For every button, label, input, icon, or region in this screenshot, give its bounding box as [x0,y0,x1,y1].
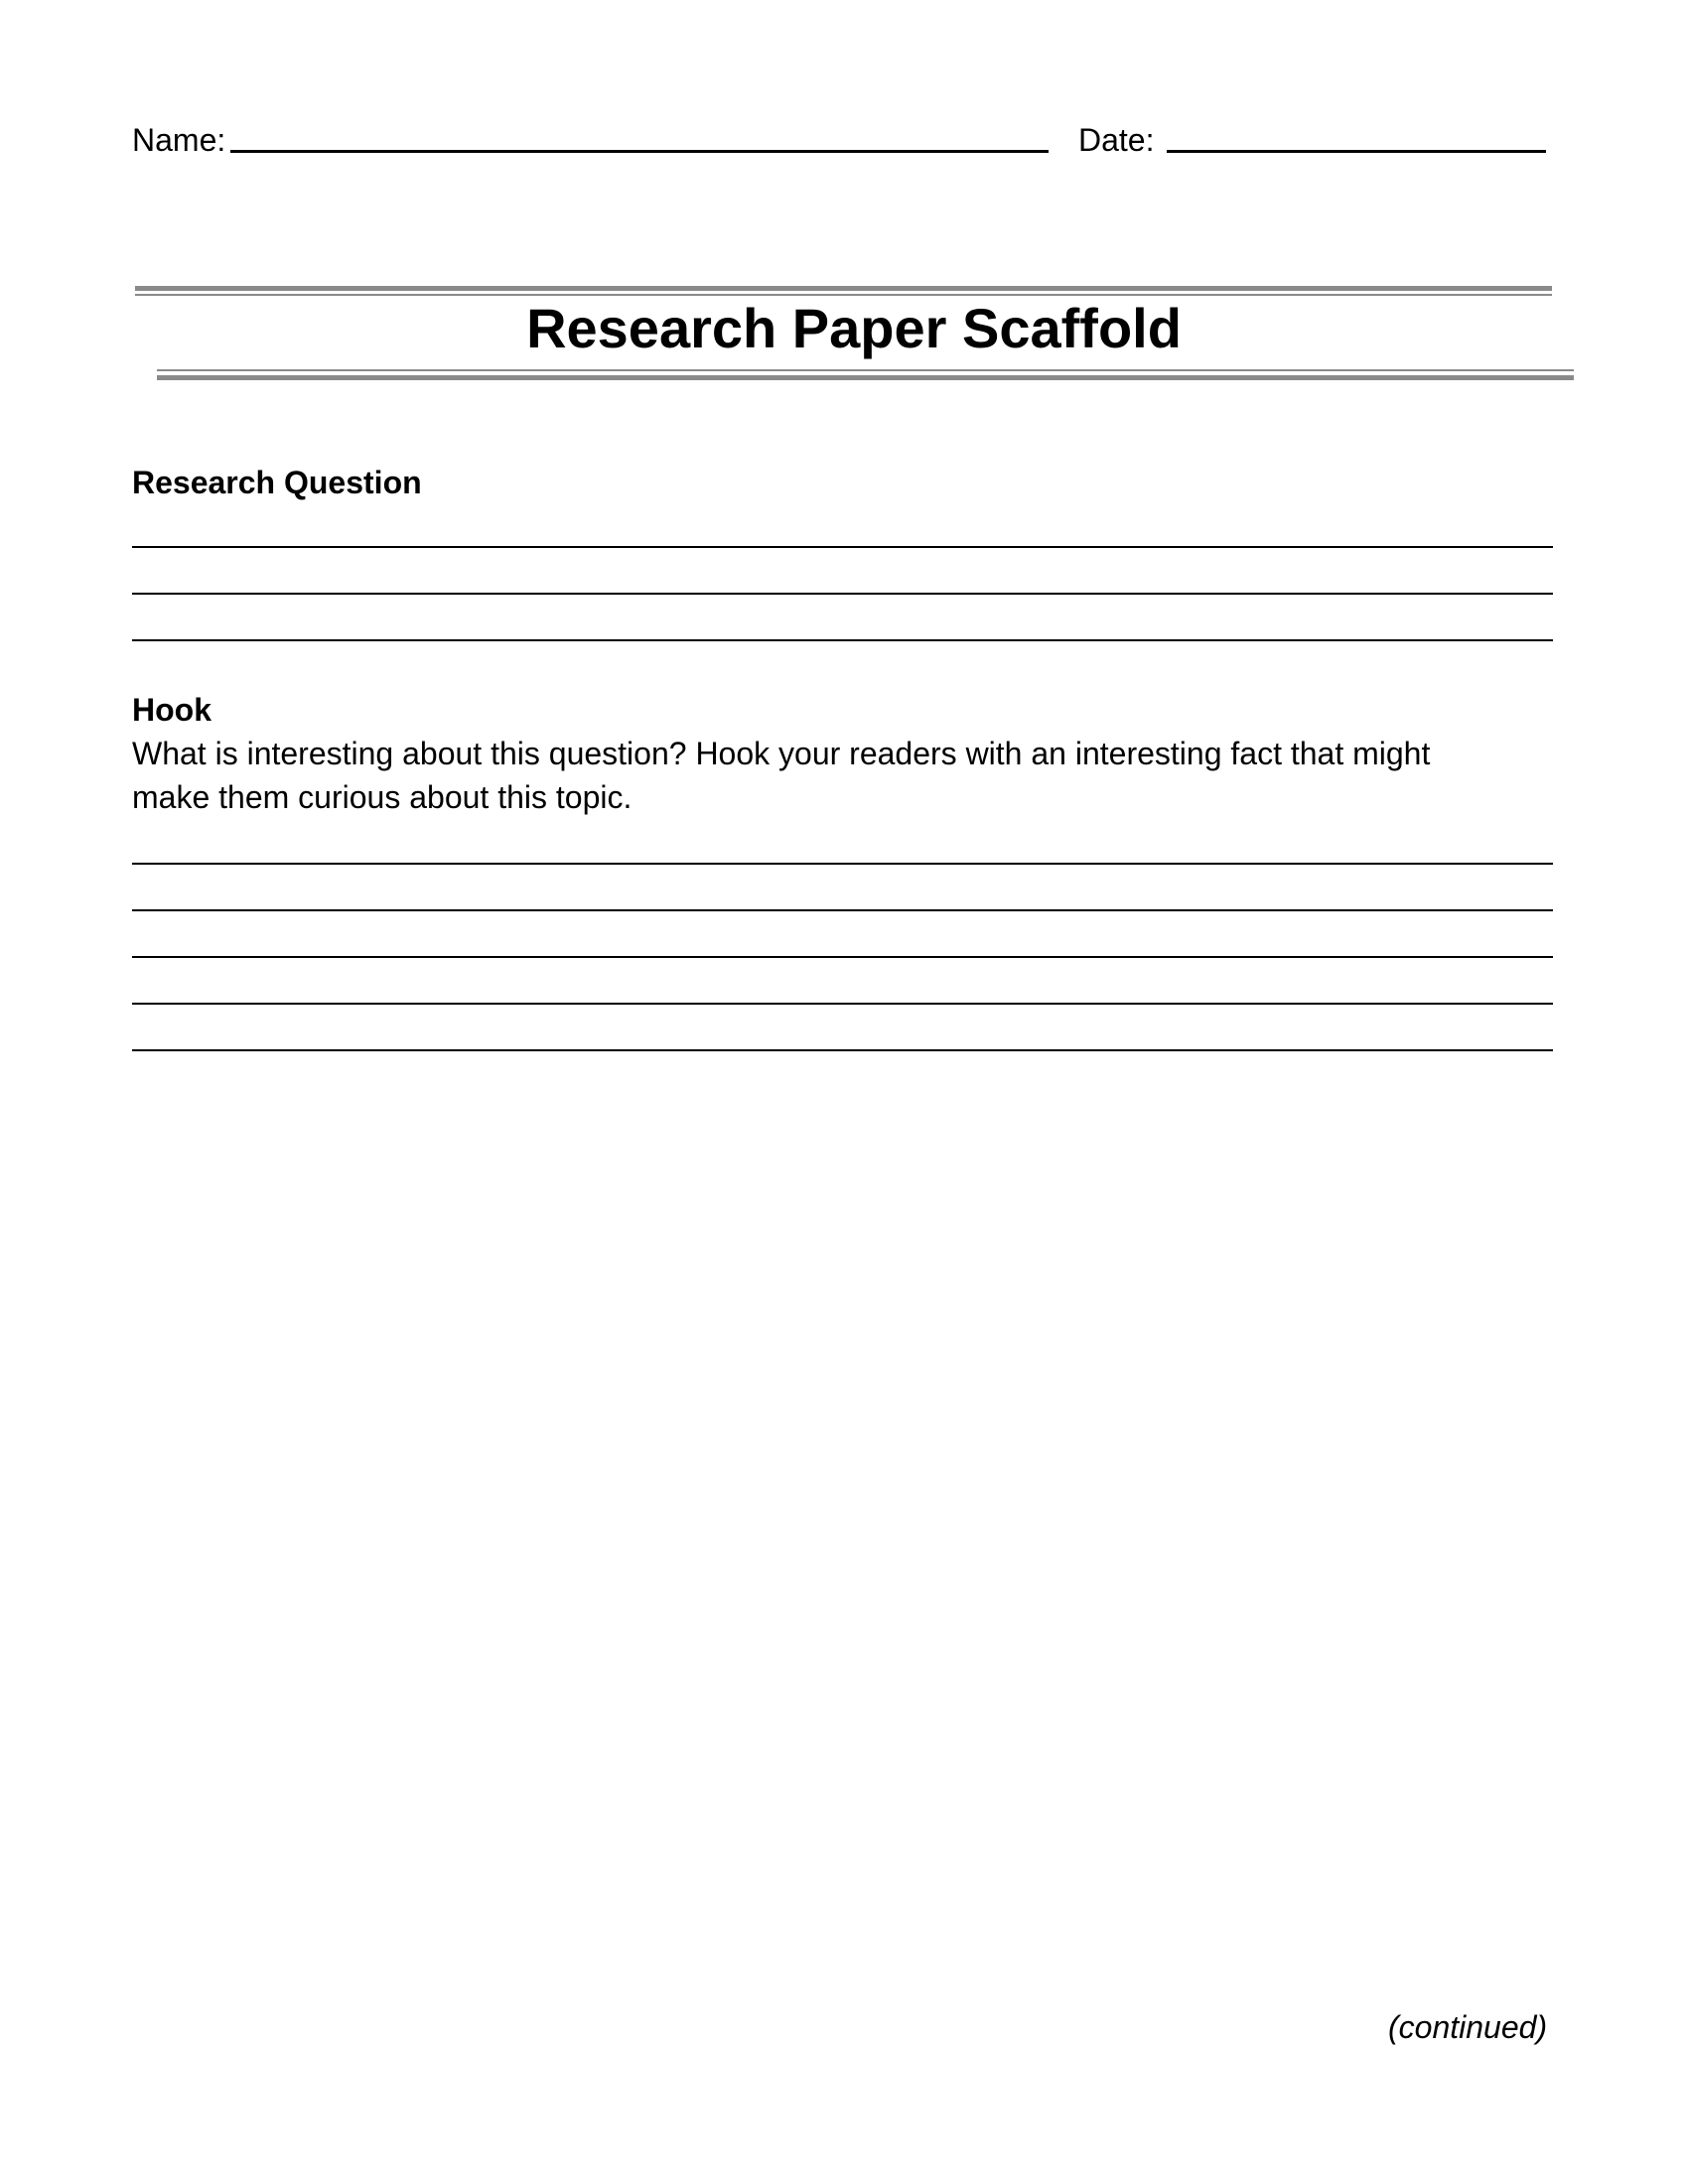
hook-line-3[interactable] [132,956,1553,958]
title-rule-bottom-thin [157,369,1574,371]
hook-line-4[interactable] [132,1003,1553,1005]
hook-line-5[interactable] [132,1049,1553,1051]
research-question-line-1[interactable] [132,546,1553,548]
title-rule-top-thin [135,294,1552,296]
date-field[interactable] [1167,150,1546,153]
research-question-line-3[interactable] [132,639,1553,641]
hook-line-1[interactable] [132,863,1553,865]
page-title: Research Paper Scaffold [526,297,1182,359]
research-question-line-2[interactable] [132,593,1553,595]
title-rule-bottom-thick [157,375,1574,380]
title-rule-top-thick [135,286,1552,291]
hook-prompt: What is interesting about this question? Hook your readers with an interesting fact that might make them curious about this topic. [132,736,1431,815]
date-label: Date: [1078,122,1155,158]
hook-line-2[interactable] [132,909,1553,911]
research-question-heading: Research Question [132,465,422,500]
continued-note: (continued) [1388,2009,1548,2045]
hook-heading: Hook [132,692,211,728]
name-field[interactable] [230,150,1049,153]
name-label: Name: [132,122,226,158]
